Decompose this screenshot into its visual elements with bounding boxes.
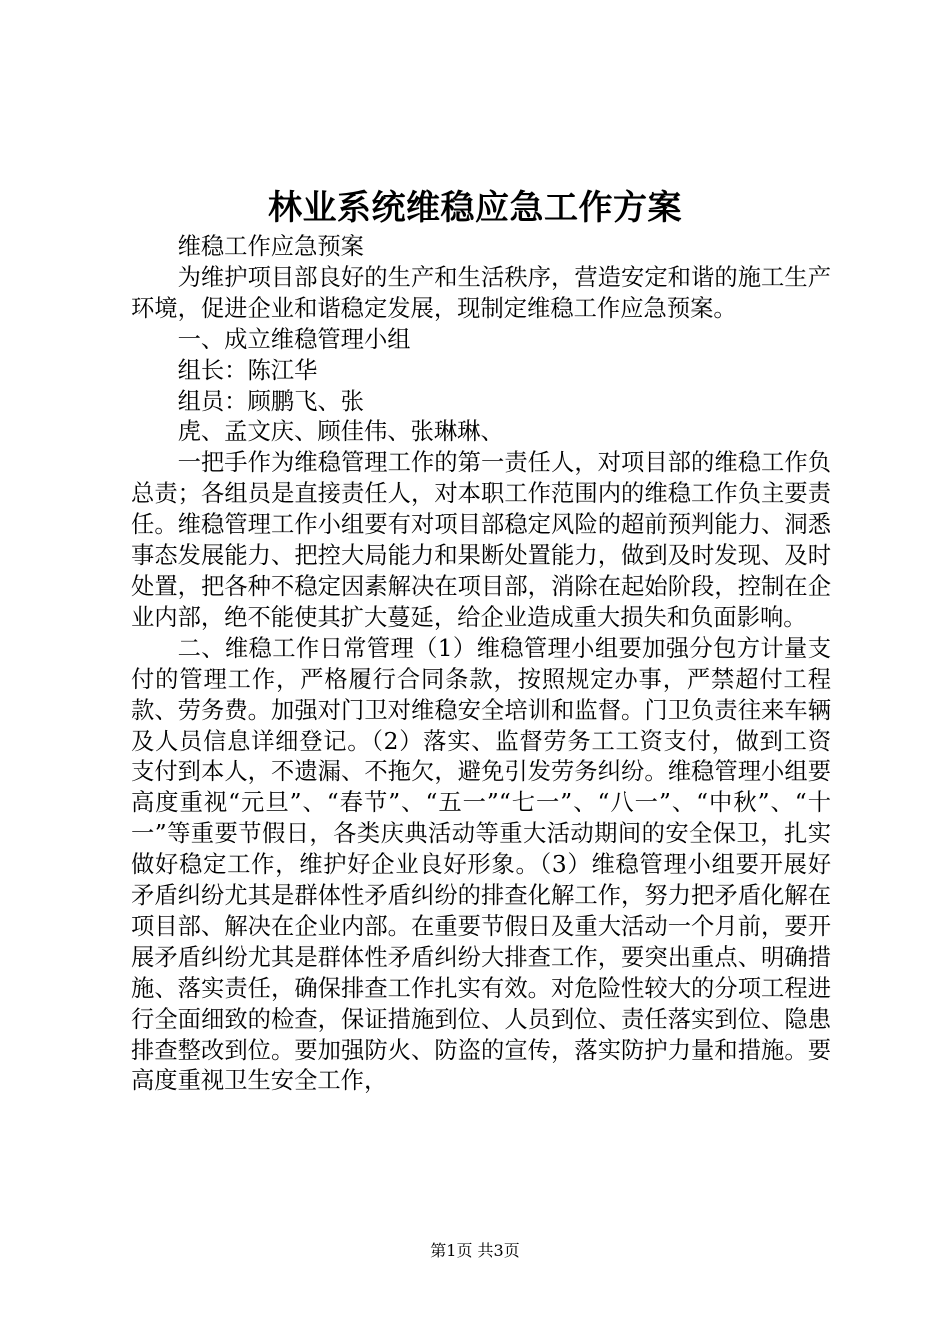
paragraph-group-members: 组员：顾鹏飞、张 — [177, 387, 364, 415]
section-daily-management: 二、维稳工作日常管理（1）维稳管理小组要加强分包方计量支付的管理工作，严格履行合同条款，按照规定办事，严禁超付工程款、劳务费。加强对门卫对维稳安全培训和监督。门卫负责往来车辆及人员信息详细登记。（2）落实、监督劳务工工资支付，做到工资支付到本人，不遗漏、不拖欠，避免引发劳务纠纷。维稳管理小组要高度重视“元旦”、“春节”、“五一”“七一”、“八一”、“中秋”、“十一”等重要节假日，各类庆典活动等重大活动期间的安全保卫，扎实做好稳定工作，维护好企业良好形象。（3）维稳管理小组要开展好矛盾纠纷尤其是群体性矛盾纠纷的排查化解工作，努力把矛盾化解在项目部、解决在企业内部。在重要节假日及重大活动一个月前，要开展矛盾纠纷尤其是群体性矛盾纠纷大排查工作，要突出重点、明确措施、落实责任，确保排查工作扎实有效。对危险性较大的分项工程进行全面细致的检查，保证措施到位、人员到位、责任落实到位、隐患排查整改到位。要加强防火、防盗的宣传，落实防护力量和措施。要高度重视卫生安全工作， — [131, 634, 831, 1095]
paragraph-group-members-continued: 虎、孟文庆、顾佳伟、张琳琳、 — [177, 418, 504, 446]
paragraph-intro: 为维护项目部良好的生产和生活秩序，营造安定和谐的施工生产环境，促进企业和谐稳定发展，现制定维稳工作应急预案。 — [131, 263, 831, 322]
paragraph-subtitle: 维稳工作应急预案 — [177, 233, 364, 260]
section-heading-1: 一、成立维稳管理小组 — [177, 325, 411, 353]
paragraph-responsibility: 一把手作为维稳管理工作的第一责任人，对项目部的维稳工作负总责；各组员是直接责任人，对本职工作范围内的维稳工作负主要责任。维稳管理工作小组要有对项目部稳定风险的超前预判能力、洞悉事态发展能力、把控大局能力和果断处置能力，做到及时发现、及时处置，把各种不稳定因素解决在项目部，消除在起始阶段，控制在企业内部，绝不能使其扩大蔓延，给企业造成重大损失和负面影响。 — [131, 449, 831, 631]
paragraph-group-leader: 组长：陈江华 — [177, 356, 318, 384]
document-body — [131, 232, 831, 1097]
document-title: 林业系统维稳应急工作方案 — [268, 188, 682, 228]
page-footer: 第1页 共3页 — [430, 1241, 520, 1260]
